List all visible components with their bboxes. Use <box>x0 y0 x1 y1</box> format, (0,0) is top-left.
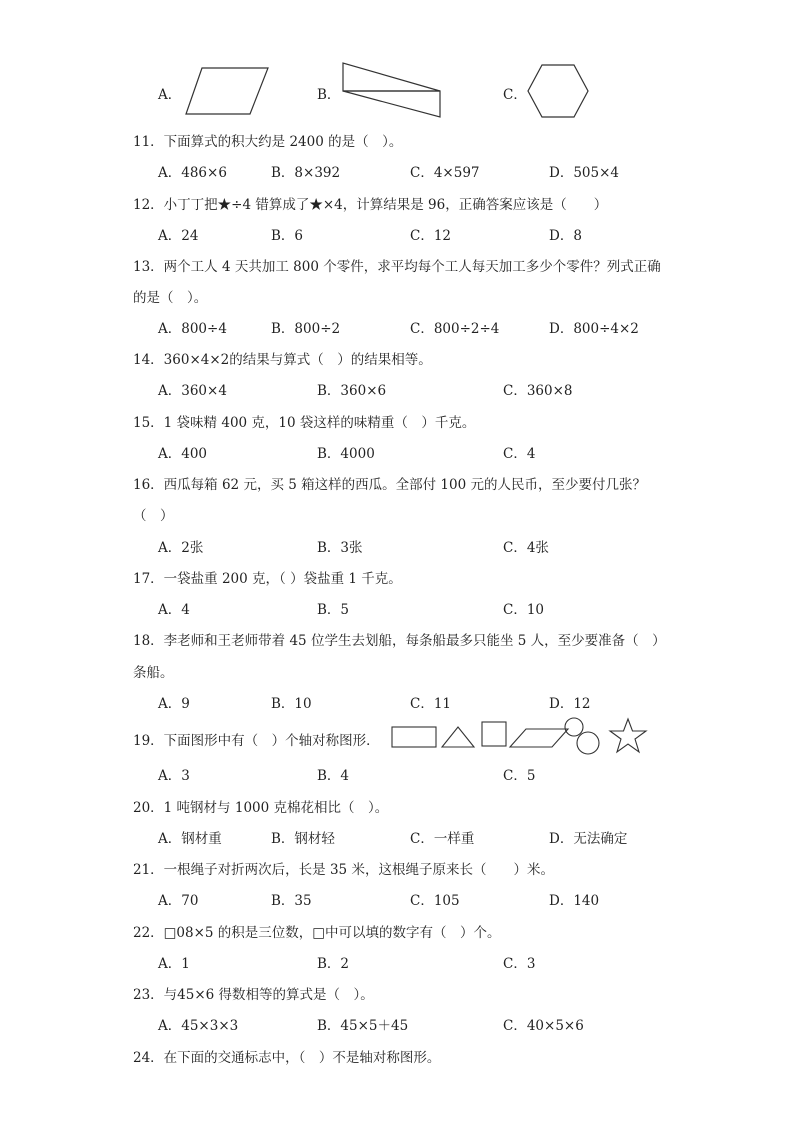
question-15-options <box>158 442 718 462</box>
question-19: 19．下面图形中有（ ）个轴对称图形． <box>133 733 380 749</box>
question-13: 13．两个工人 4 天共加工 800 个零件，求平均每个工人每天加工多少个零件？列式正确 <box>133 259 661 275</box>
option-a[interactable]: A．1 <box>158 956 190 972</box>
option-b[interactable]: B．4 <box>317 768 350 784</box>
option-c[interactable]: C．10 <box>503 602 545 618</box>
question-23-options <box>158 1014 718 1034</box>
option-b[interactable]: B．8×392 <box>271 165 341 181</box>
option-a[interactable]: A．45×3×3 <box>158 1018 239 1034</box>
question-24: 24．在下面的交通标志中，（ ）不是轴对称图形。 <box>133 1050 441 1066</box>
question-16: 16．西瓜每箱 62 元，买 5 箱这样的西瓜。全部付 100 元的人民币，至少要付几张？ <box>133 477 646 493</box>
option-d[interactable]: D．800÷4×2 <box>549 321 639 337</box>
parallelogram-figure <box>184 66 270 116</box>
question-16-continued: （ ） <box>133 508 174 524</box>
question-22-options <box>158 952 718 972</box>
option-d[interactable]: D．无法确定 <box>549 831 628 847</box>
option-d[interactable]: D．12 <box>549 696 591 712</box>
question-18: 18．李老师和王老师带着 45 位学生去划船，每条船最多只能坐 5 人，至少要准备（ ） <box>133 633 666 649</box>
option-c[interactable]: C．4张 <box>503 540 549 556</box>
option-b[interactable]: B．3张 <box>317 540 363 556</box>
option-c[interactable]: C．一样重 <box>410 831 475 847</box>
question-17-options <box>158 598 718 618</box>
question-19-options <box>158 764 718 784</box>
small-circle-shape <box>565 718 583 736</box>
rectangle-shape <box>392 727 436 747</box>
question-14: 14．360×4×2的结果与算式（ ）的结果相等。 <box>133 352 432 368</box>
option-c[interactable]: C．4×597 <box>410 165 480 181</box>
question-15: 15．1 袋味精 400 克，10 袋这样的味精重（ ）千克。 <box>133 415 476 431</box>
option-c[interactable]: C．5 <box>503 768 536 784</box>
question-11-options <box>158 161 718 181</box>
option-a[interactable]: A．9 <box>158 696 190 712</box>
hexagon-figure <box>527 64 589 118</box>
option-a[interactable]: A．70 <box>158 893 199 909</box>
question-23: 23．与45×6 得数相等的算式是（ ）。 <box>133 987 374 1003</box>
option-c[interactable]: C．40×5×6 <box>503 1018 584 1034</box>
square-shape <box>482 722 506 746</box>
shapes-figure <box>390 717 652 757</box>
option-c[interactable]: C．3 <box>503 956 536 972</box>
option-b[interactable]: B．35 <box>271 893 312 909</box>
option-b[interactable]: B．6 <box>271 228 304 244</box>
option-a[interactable]: A．400 <box>158 446 208 462</box>
figure-option-c-label: C． <box>503 87 527 103</box>
question-18-options <box>158 692 718 712</box>
question-18-continued: 条船。 <box>133 665 174 681</box>
option-b[interactable]: B．45×5＋45 <box>317 1018 409 1034</box>
question-16-options <box>158 536 718 556</box>
option-a[interactable]: A．800÷4 <box>158 321 227 337</box>
option-a[interactable]: A．2张 <box>158 540 204 556</box>
figure-option-b-label: B． <box>317 87 341 103</box>
option-b[interactable]: B．360×6 <box>317 383 387 399</box>
question-12-options <box>158 224 718 244</box>
question-14-options <box>158 379 718 399</box>
option-a[interactable]: A．钢材重 <box>158 831 222 847</box>
triangle-shape <box>442 727 474 747</box>
question-21-options <box>158 889 718 909</box>
question-17: 17．一袋盐重 200 克，（ ）袋盐重 1 千克。 <box>133 571 402 587</box>
option-b[interactable]: B．2 <box>317 956 350 972</box>
option-a[interactable]: A．360×4 <box>158 383 227 399</box>
question-13-continued: 的是（ ）。 <box>133 290 208 306</box>
question-22: 22．□08×5 的积是三位数，□中可以填的数字有（ ）个。 <box>133 925 501 941</box>
option-c[interactable]: C．4 <box>503 446 536 462</box>
option-d[interactable]: D．505×4 <box>549 165 619 181</box>
option-b[interactable]: B．4000 <box>317 446 375 462</box>
question-20-options <box>158 827 718 847</box>
two-triangles-figure <box>340 61 442 119</box>
option-a[interactable]: A．4 <box>158 602 190 618</box>
option-b[interactable]: B．10 <box>271 696 312 712</box>
option-c[interactable]: C．800÷2÷4 <box>410 321 500 337</box>
question-21: 21．一根绳子对折两次后，长是 35 米，这根绳子原来长（ ）米。 <box>133 862 554 878</box>
question-13-options <box>158 317 718 337</box>
option-c[interactable]: C．12 <box>410 228 452 244</box>
option-c[interactable]: C．11 <box>410 696 452 712</box>
option-a[interactable]: A．24 <box>158 228 199 244</box>
question-12: 12．小丁丁把★÷4 错算成了★×4，计算结果是 96，正确答案应该是（ ） <box>133 197 608 213</box>
star-shape <box>610 719 646 752</box>
option-b[interactable]: B．800÷2 <box>271 321 341 337</box>
option-b[interactable]: B．5 <box>317 602 350 618</box>
option-c[interactable]: C．360×8 <box>503 383 573 399</box>
parallelogram-shape <box>510 729 568 747</box>
large-circle-shape <box>577 732 599 754</box>
question-20: 20．1 吨钢材与 1000 克棉花相比（ ）。 <box>133 800 389 816</box>
option-a[interactable]: A．3 <box>158 768 190 784</box>
option-d[interactable]: D．140 <box>549 893 600 909</box>
option-d[interactable]: D．8 <box>549 228 582 244</box>
figure-option-a-label: A． <box>158 87 182 103</box>
option-b[interactable]: B．钢材轻 <box>271 831 335 847</box>
option-a[interactable]: A．486×6 <box>158 165 227 181</box>
question-11: 11．下面算式的积大约是 2400 的是（ ）。 <box>133 134 403 150</box>
option-c[interactable]: C．105 <box>410 893 460 909</box>
